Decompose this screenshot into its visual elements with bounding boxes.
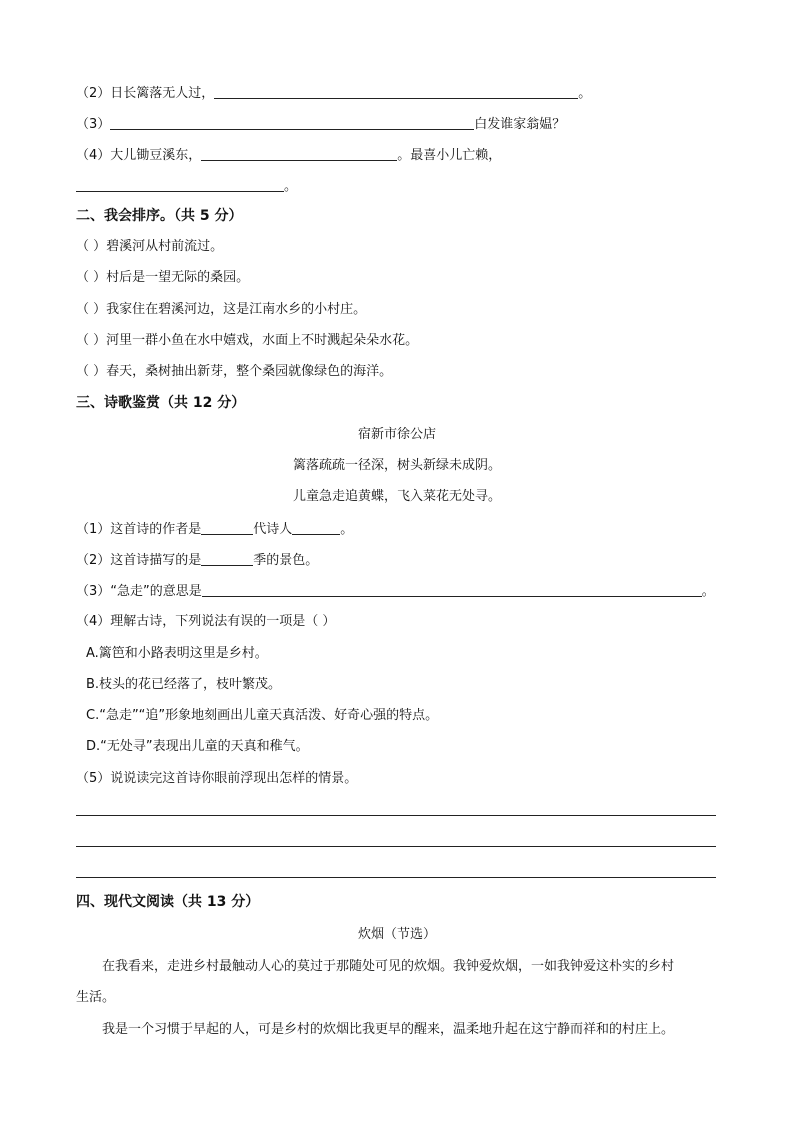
section-heading-ordering: 二、我会排序。（共 5 分）: [76, 208, 243, 224]
poetry-q1: （1）这首诗的作者是 代诗人 。: [76, 522, 354, 537]
option-c[interactable]: C.“急走”“追”形象地刻画出儿童天真活泼、好奇心强的特点。: [86, 708, 439, 723]
answer-line[interactable]: [76, 877, 716, 878]
option-a[interactable]: A.篱笆和小路表明这里是乡村。: [86, 646, 268, 661]
poem-line: 儿童急走追黄蝶，飞入菜花无处寻。: [292, 489, 501, 504]
answer-line[interactable]: [76, 846, 716, 847]
answer-blank[interactable]: [201, 551, 253, 566]
ordering-item[interactable]: （ ）我家住在碧溪河边，这是江南水乡的小村庄。: [76, 302, 367, 317]
answer-blank[interactable]: [214, 84, 578, 99]
section-heading-reading: 四、现代文阅读（共 13 分）: [76, 894, 260, 910]
ordering-item[interactable]: （ ）村后是一望无际的桑园。: [76, 270, 250, 285]
ordering-item[interactable]: （ ）河里一群小鱼在水中嬉戏，水面上不时溅起朵朵水花。: [76, 333, 419, 348]
poetry-q4: （4）理解古诗，下列说法有误的一项是（ ）: [76, 614, 336, 629]
poem-fill-q3: （3） 白发谁家翁媪？: [76, 117, 566, 132]
article-paragraph-line: 在我看来，走进乡村最触动人心的莫过于那随处可见的炊烟。我钟爱炊烟，一如我钟爱这朴实的乡村: [102, 959, 675, 974]
answer-line[interactable]: [76, 815, 716, 816]
section-heading-poetry: 三、诗歌鉴赏（共 12 分）: [76, 395, 246, 411]
answer-blank[interactable]: [202, 582, 702, 597]
poem-title: 宿新市徐公店: [357, 427, 436, 442]
article-paragraph-line: 我是一个习惯于早起的人，可是乡村的炊烟比我更早的醒来，温柔地升起在这宁静而祥和的村庄上。: [102, 1022, 675, 1037]
poem-fill-q2: （2）日长篱落无人过， 。: [76, 86, 592, 101]
option-b[interactable]: B.枝头的花已经落了，枝叶繁茂。: [86, 677, 282, 692]
answer-blank[interactable]: [76, 177, 284, 192]
poem-line: 篱落疏疏一径深，树头新绿未成阴。: [292, 458, 501, 473]
poetry-q3: （3）“急走”的意思是 。: [76, 584, 715, 599]
poem-fill-q4-cont: 。: [76, 177, 297, 196]
poetry-q5: （5）说说读完这首诗你眼前浮现出怎样的情景。: [76, 771, 358, 786]
poem-fill-q4: （4）大儿锄豆溪东， 。最喜小儿亡赖，: [76, 148, 502, 163]
answer-blank[interactable]: [292, 520, 340, 535]
article-paragraph-line: 生活。: [76, 990, 116, 1005]
article-title: 炊烟（节选）: [357, 927, 436, 942]
answer-blank[interactable]: [201, 520, 253, 535]
answer-blank[interactable]: [201, 146, 397, 161]
ordering-item[interactable]: （ ）碧溪河从村前流过。: [76, 239, 224, 254]
option-d[interactable]: D.“无处寻”表现出儿童的天真和稚气。: [86, 739, 309, 754]
ordering-item[interactable]: （ ）春天，桑树抽出新芽，整个桑园就像绿色的海洋。: [76, 364, 393, 379]
answer-blank[interactable]: [110, 115, 474, 130]
poetry-q2: （2）这首诗描写的是 季的景色。: [76, 553, 319, 568]
